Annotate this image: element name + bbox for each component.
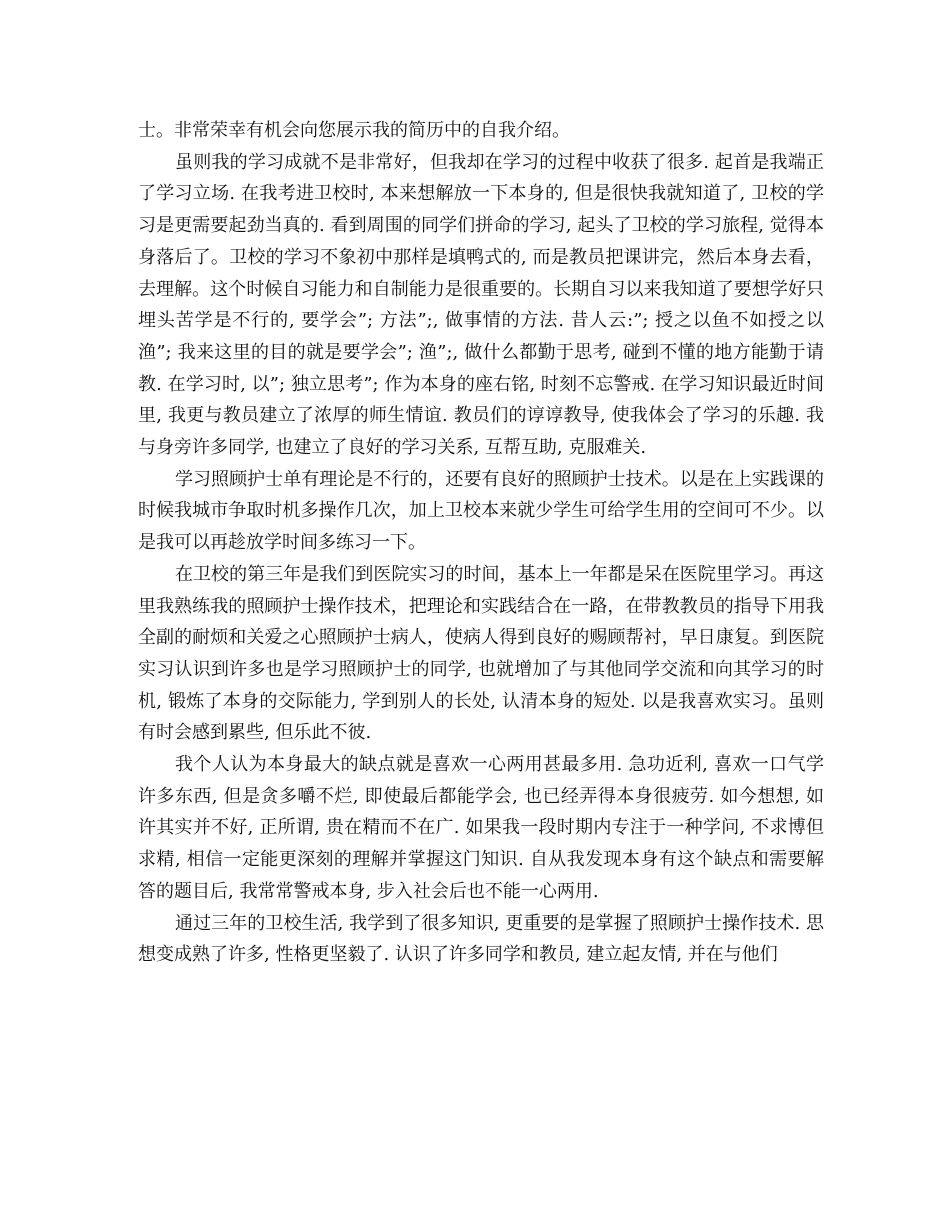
document-body xyxy=(138,115,824,971)
paragraph-shortcomings: 我个人认为本身最大的缺点就是喜欢一心两用甚最多用. 急功近利, 喜欢一口气学许多东西, 但是贪多嚼不烂, 即使最后都能学会, 也已经弄得本身很疲劳. 如今想想, 如许其实并不好, 正所谓, 贵在精而不在广. 如果我一段时期内专注于一种学问, 不求博但求精, 相信一定能更深刻的理解并掌握这门知识. 自从我发现本身有这个缺点和需要解答的题目后, 我常常警戒本身, 步入社会后也不能一心两用. xyxy=(138,754,824,902)
paragraph-hospital-internship: 在卫校的第三年是我们到医院实习的时间，基本上一年都是呆在医院里学习。再这里我熟练我的照顾护士操作技术，把理论和实践结合在一路，在带教教员的指导下用我全副的耐烦和关爱之心照顾护士病人，使病人得到良好的赐顾帮衬，早日康复。到医院实习认识到许多也是学习照顾护士的同学, 也就增加了与其他同学交流和向其学习的时机, 锻炼了本身的交际能力, 学到别人的长处, 认清本身的短处. 以是我喜欢实习。虽则有时会感到累些, 但乐此不彼. xyxy=(138,563,824,744)
paragraph-nursing-skills: 学习照顾护士单有理论是不行的，还要有良好的照顾护士技术。以是在上实践课的时候我城市争取时机多操作几次，加上卫校本来就少学生可给学生用的空间可不少。以是我可以再趁放学时间多练习一下。 xyxy=(138,468,824,554)
paragraph-school-life-summary: 通过三年的卫校生活, 我学到了很多知识, 更重要的是掌握了照顾护士操作技术. 思想变成熟了许多, 性格更坚毅了. 认识了许多同学和教员, 建立起友情, 并在与他们 xyxy=(138,912,824,966)
paragraph-continuation: 士。非常荣幸有机会向您展示我的简历中的自我介绍。 xyxy=(138,120,570,141)
paragraph-study-achievement: 虽则我的学习成就不是非常好，但我却在学习的过程中收获了很多. 起首是我端正了学习立场. 在我考进卫校时, 本来想解放一下本身的, 但是很快我就知道了, 卫校的学习是更需要起劲当真的. 看到周围的同学们拼命的学习, 起头了卫校的学习旅程, 觉得本身落后了。卫校的学习不象初中那样是填鸭式的, 而是教员把课讲完，然后本身去看，去理解。这个时候自习能力和自制能力是很重要的。长期自习以来我知道了要想学好只埋头苦学是不行的, 要学会”; 方法”;, 做事情的方法. 昔人云:”; 授之以鱼不如授之以渔”; 我来这里的目的就是要学会”; 渔”;, 做什么都勤于思考, 碰到不懂的地方能勤于请教. 在学习时, 以”; 独立思考”; 作为本身的座右铭, 时刻不忘警戒. 在学习知识最近时间里, 我更与教员建立了浓厚的师生情谊. 教员们的谆谆教导, 使我体会了学习的乐趣. 我与身旁许多同学, 也建立了良好的学习关系, 互帮互助, 克服难关. xyxy=(138,151,824,459)
